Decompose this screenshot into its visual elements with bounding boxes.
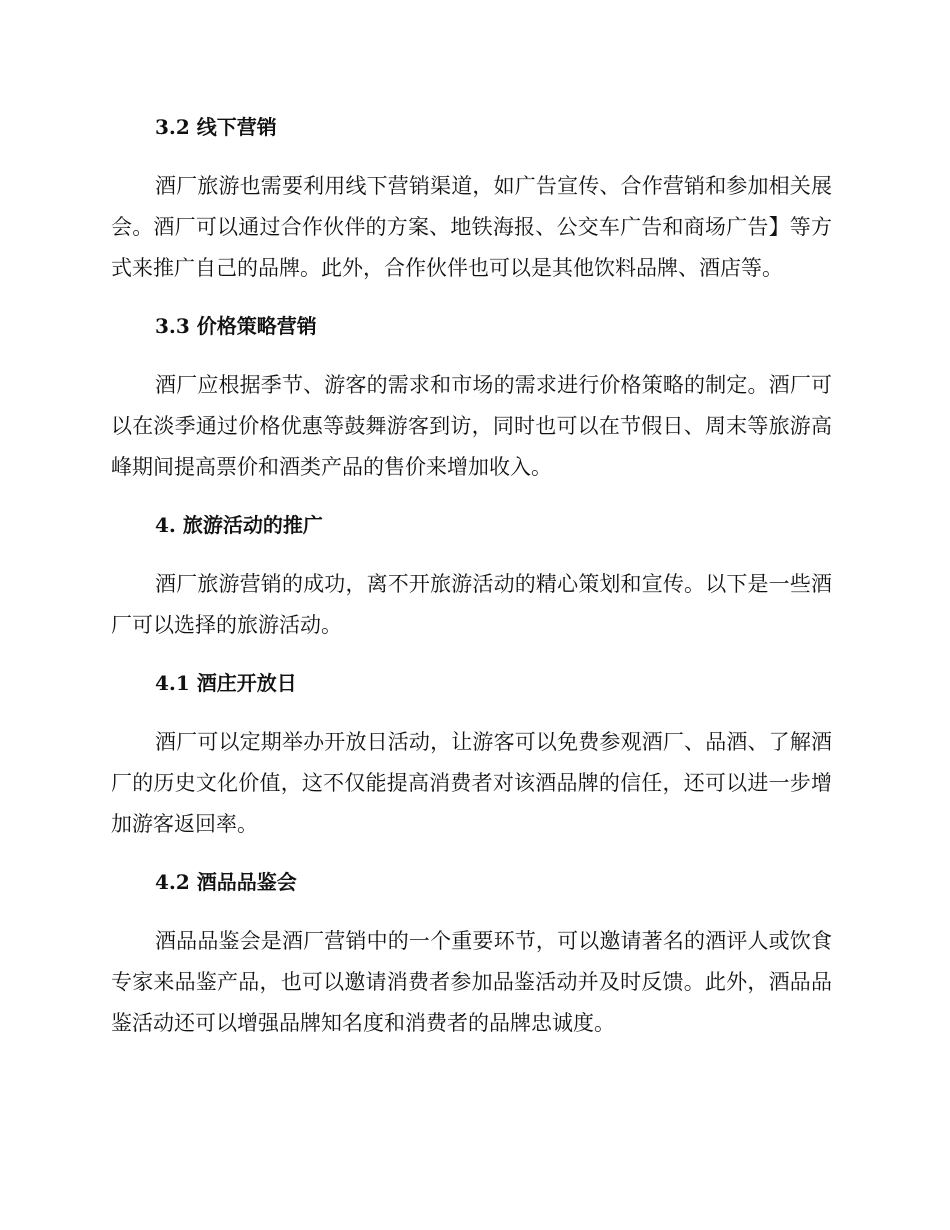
section-paragraph: 酒厂旅游也需要利用线下营销渠道，如广告宣传、合作营销和参加相关展会。酒厂可以通过合作伙伴的方案、地铁海报、公交车广告和商场广告】等方式来推广自己的品牌。此外，合作伙伴也可以是其他饮料品牌、酒店等。 — [111, 174, 832, 280]
section-heading: 4.1 酒庄开放日 — [155, 671, 297, 695]
section-3-3 — [111, 311, 832, 488]
section-heading: 4.2 酒品品鉴会 — [155, 870, 297, 894]
section-heading: 4. 旅游活动的推广 — [155, 513, 323, 537]
section-paragraph: 酒厂可以定期举办开放日活动，让游客可以免费参观酒厂、品酒、了解酒厂的历史文化价值，这不仅能提高消费者对该酒品牌的信任，还可以进一步增加游客返回率。 — [111, 730, 832, 836]
section-4-1 — [111, 668, 832, 845]
section-3-2 — [111, 112, 832, 289]
section-heading: 3.3 价格策略营销 — [155, 314, 317, 338]
section-4-2 — [111, 867, 832, 1044]
section-paragraph: 酒厂旅游营销的成功，离不开旅游活动的精心策划和宣传。以下是一些酒厂可以选择的旅游活动。 — [111, 572, 832, 637]
section-paragraph: 酒厂应根据季节、游客的需求和市场的需求进行价格策略的制定。酒厂可以在淡季通过价格优惠等鼓舞游客到访，同时也可以在节假日、周末等旅游高峰期间提高票价和酒类产品的售价来增加收入。 — [111, 373, 832, 479]
section-paragraph: 酒品品鉴会是酒厂营销中的一个重要环节，可以邀请著名的酒评人或饮食专家来品鉴产品，也可以邀请消费者参加品鉴活动并及时反馈。此外，酒品品鉴活动还可以增强品牌知名度和消费者的品牌忠诚度。 — [111, 929, 832, 1035]
section-heading: 3.2 线下营销 — [155, 115, 277, 139]
section-4 — [111, 510, 832, 646]
